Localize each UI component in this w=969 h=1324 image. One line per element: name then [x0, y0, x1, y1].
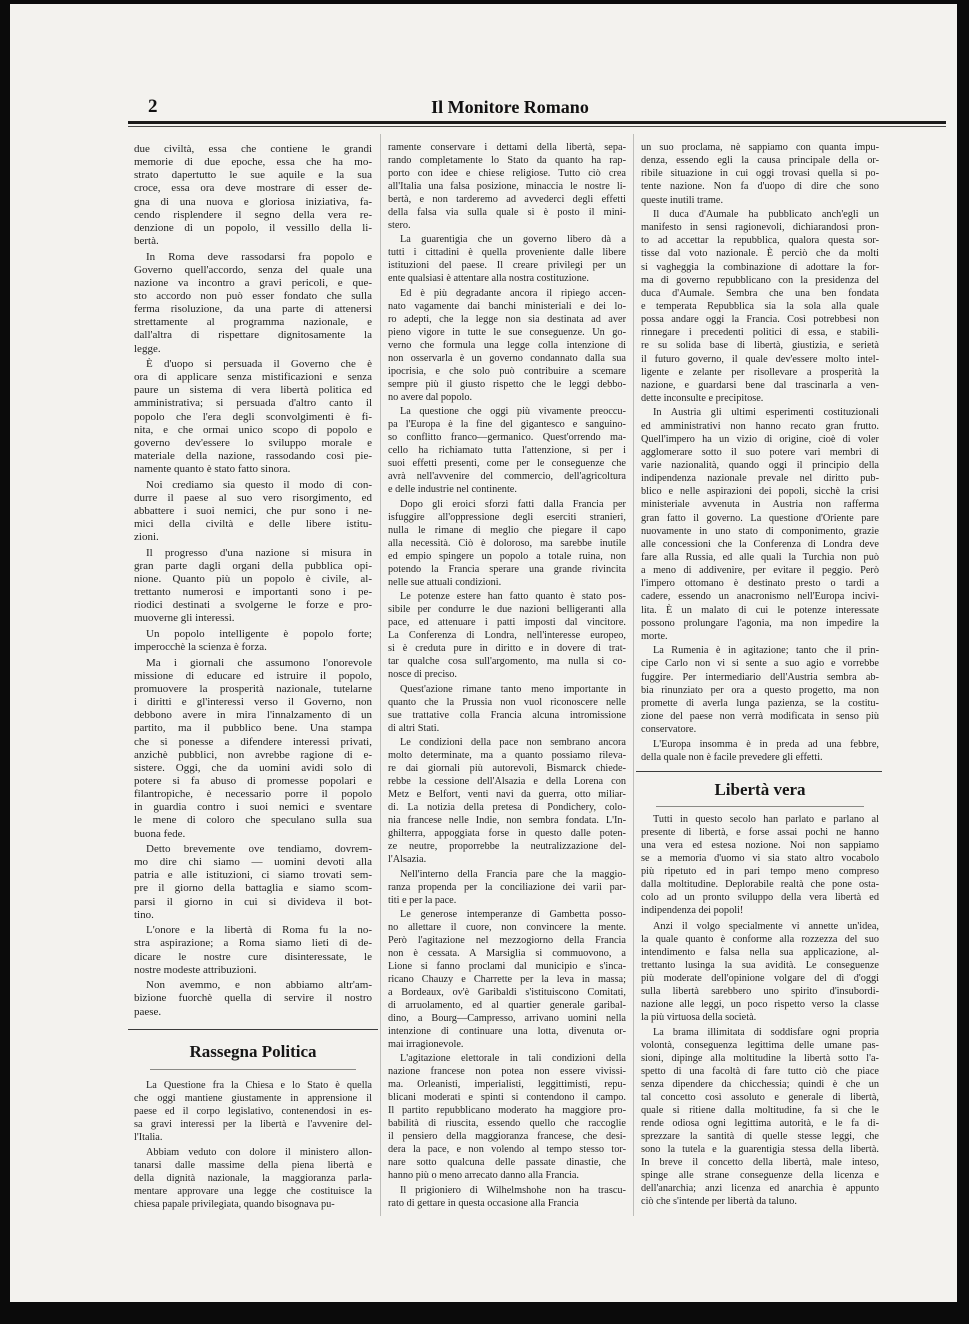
text-line: sprezzare la santità di quelle stesse leggi, che: [641, 1131, 879, 1142]
text-line: ente qualsiasi è attentare alla nostra costituzione.: [388, 273, 589, 285]
text-line: promuovere la prosperità nazionale, tutelarne: [134, 682, 372, 695]
text-line: Le generose intemperanze di Gambetta posso-: [400, 908, 626, 920]
column-divider: [633, 134, 634, 1216]
text-line: tente nazione. Non fa d'uopo di dire che sono: [641, 181, 879, 193]
newspaper-title: Il Monitore Romano: [431, 97, 589, 117]
text-line: di. La notizia della pretesa di Pondichery, colo-: [388, 802, 626, 814]
text-line: più ripetuto ed in pari tempo meno compreso: [641, 866, 879, 877]
text-line: Noi crediamo sia questo il modo di con-: [146, 478, 372, 491]
paragraph: [388, 405, 626, 496]
text-line: nita, e che ormai unico scopo di popolo e: [134, 423, 372, 436]
text-line: cadere, essendo un anacronismo nell'Europa incivi-: [641, 591, 879, 603]
text-line: lita. È un malato di cui le potenze interessate: [641, 604, 879, 616]
paragraph: [134, 547, 372, 626]
text-line: nostre modeste attribuzioni.: [134, 963, 257, 976]
text-line: ricano Chauzy e Charrette per la leva in massa;: [388, 973, 626, 985]
text-line: Dopo gli eroici sforzi fatti dalla Francia per: [400, 498, 626, 510]
text-line: l'Alsazia.: [388, 854, 427, 866]
text-line: re su solida base di libertà, giustizia, e serietà: [641, 340, 879, 352]
text-line: ministeriale avvenuta in Austria non rafferma: [641, 499, 879, 511]
text-line: il futuro governo, il quale dev'essere molto intel-: [641, 353, 879, 365]
text-line: a meno di addivenire, per evitare il peggio. Però: [641, 565, 879, 577]
paragraph: [641, 406, 879, 643]
paragraph: [388, 868, 626, 907]
text-line: paese.: [134, 1005, 162, 1018]
paragraph: [641, 644, 879, 736]
text-line: so conflitto franco—germanico. Quest'orrendo ma-: [388, 432, 626, 444]
text-line: In breve il concetto della libertà, male inteso,: [641, 1157, 879, 1168]
text-line: dette inconsulte e precipitose.: [641, 392, 764, 404]
paragraph: [134, 358, 372, 476]
text-line: Detto brevemente ove tendiamo, dovrem-: [146, 843, 372, 856]
text-line: denzione di un popolo, il vessillo della li-: [134, 221, 372, 234]
liberta-vera-text: [641, 813, 879, 1208]
text-line: si vagheggia la combinazione di adottare la for-: [641, 261, 879, 273]
text-line: mo dire chi siamo — uomini devoti alla: [134, 856, 372, 869]
text-line: Anzi il volgo specialmente vi annette un'idea,: [653, 920, 879, 932]
text-line: presente di libertà, e forse assai pochi ne hanno: [641, 827, 879, 838]
paragraph: [388, 736, 626, 866]
text-line: Quell'impero ha un vizio di origine, cioè di voler: [641, 433, 879, 445]
text-line: verno che formula una legge colla intenzione di: [388, 339, 626, 351]
text-line: partito, ma il pubblico bene. Una stampa: [134, 722, 372, 735]
text-line: imperocchè la scienza è forza.: [134, 641, 267, 654]
text-line: muoverne gli interessi.: [134, 612, 235, 625]
text-line: bertà.: [134, 234, 159, 247]
text-line: se a memoria d'uomo vi sia stato altro vocabolo: [641, 853, 879, 864]
text-line: to ad accettar la repubblica, qualora questa sor-: [641, 235, 879, 247]
text-line: volontà, conseguenza legittima delle umane pas-: [641, 1040, 879, 1051]
text-line: della falsa via sulla quale si è posto il mini-: [388, 207, 626, 218]
text-line: avrà nell'avvenire del commercio, dell'agricoltura: [388, 471, 626, 483]
paragraph: [641, 141, 879, 207]
paragraph: [134, 1079, 372, 1144]
text-line: cello ha richiamato tutta l'attenzione, sì per i: [388, 445, 626, 457]
paragraph: [641, 738, 879, 764]
text-line: isfuggire all'oppressione degli eserciti stranieri,: [388, 511, 626, 523]
text-line: paese ed il corpo legislativo, contenendosi in es-: [134, 1106, 372, 1117]
text-line: ciò che s'intende per libertà da taluno.: [641, 1196, 797, 1207]
paragraph: [134, 924, 372, 977]
text-line: all'Italia una falsa posizione, minaccia le nostre li-: [388, 181, 626, 192]
text-line: Non avemmo, e non abbiamo altr'am-: [146, 979, 372, 992]
paragraph: [134, 979, 372, 1018]
paragraph: [388, 683, 626, 735]
text-line: Lione si fanno proclami dal municipio e s'inca-: [388, 960, 626, 972]
text-line: ro adepti, che la legge non sia destinata ad aver: [388, 313, 626, 325]
text-line: Metz e Belfort, venti navi da guerra, otto miliar-: [388, 789, 626, 801]
text-line: intenzione di continuare una lotta, divenuta or-: [388, 1025, 626, 1037]
text-line: sulla libertà sarebbero uno spirito d'insubordi-: [641, 985, 879, 997]
text-line: colo ad un pronto sviluppo della vera libertà ed: [641, 892, 879, 903]
text-line: ze neutre, proporrebbe la neutralizzazione del-: [388, 841, 626, 853]
text-line: La Conferenza di Londra, nell'interesse europeo,: [388, 630, 626, 642]
text-line: patria e alle istituzioni, ci siamo trovati sem-: [134, 869, 372, 882]
paragraph: [388, 233, 626, 285]
text-line: Tutti in questo secolo han parlato e parlano al: [653, 814, 879, 825]
text-line: zione del paese non verrà modificata in senso più: [641, 710, 879, 722]
text-line: trettanto lusinga la sua avidità. Le conseguenze: [641, 959, 879, 971]
text-line: Le potenze estere han fatto quanto è stato pos-: [400, 591, 626, 603]
text-line: indipendenza nazionale prevale nel diritto pub-: [641, 473, 879, 485]
text-line: Però l'agitazione nel mezzogiorno della Francia: [388, 934, 626, 946]
text-line: È d'uopo si persuada il Governo che è: [146, 358, 372, 371]
text-line: memorie di due epoche, essa che ha mo-: [134, 156, 372, 169]
text-line: suoi effetti presenti, come per le conseguenze che: [388, 458, 626, 470]
text-line: governo dev'essere lo sviluppo morale e: [134, 436, 372, 449]
section-heading-rassegna-politica: Rassegna Politica: [189, 1042, 317, 1061]
column-2-text: [388, 141, 626, 1210]
text-line: sono la tutela e la guarentigia stessa della libertà.: [641, 1144, 879, 1155]
text-line: Le condizioni della pace non sembrano ancora: [400, 737, 626, 749]
text-line: gran fatto il governo. La questione d'Oriente pare: [641, 512, 879, 524]
text-line: conservatore.: [641, 724, 697, 736]
text-line: sto accordo non può esser fondato che sulla: [134, 289, 372, 302]
text-line: la quale quanto è conforme alla rozzezza del suo: [641, 933, 879, 945]
text-line: intendimento e falsa nella sua applicazione, al-: [641, 946, 879, 958]
text-line: abbattere i suoi nemici, che pur sono i ne-: [134, 504, 372, 517]
text-line: agglomerare sotto il suo potere vari membri di: [641, 446, 879, 458]
text-line: varie nazionalità, quando oggi il principio della: [641, 459, 879, 471]
header-rule-thin: [128, 126, 946, 127]
paragraph: [388, 287, 626, 404]
text-line: ranza propenda per la conciliazione dei varii par-: [388, 881, 626, 893]
text-line: popolo che l'era degli sconvolgimenti è fi-: [134, 410, 372, 423]
text-line: della dignità nazionale, la maggioranza parla-: [134, 1173, 372, 1184]
text-line: croce, essa ora deve mostrare di esser de-: [134, 182, 372, 195]
text-line: e temperata Repubblica sia la sola alla quale: [641, 300, 879, 312]
text-line: nia francese nelle Indie, non sembra fondata. L'In-: [388, 815, 626, 827]
text-line: L'agitazione elettorale in tali condizioni della: [400, 1053, 626, 1065]
text-line: debbono avere in mira l'innalzamento di un: [134, 709, 372, 722]
text-line: dalla moltitudine. Deplorabile realtà che pone osta-: [641, 879, 879, 890]
text-line: Quest'azione rimane tanto meno importante in: [400, 683, 626, 695]
text-line: durre il paese al suo vero risorgimento, ed: [134, 491, 372, 504]
text-line: spinge alle strane conseguenze della licenza e: [641, 1170, 879, 1181]
section-rule: [128, 1029, 378, 1030]
paragraph: [388, 590, 626, 681]
text-line: Governo quell'accordo, senza del quale una: [134, 263, 372, 276]
text-line: il pensiero della maggioranza francese, che desi-: [388, 1131, 626, 1143]
text-line: Ed è più degradante ancora il ripiego accen-: [400, 287, 626, 299]
text-line: pieno vigore in tutte le sue conseguenze. Un go-: [388, 326, 626, 338]
text-line: ribile situazione in cui oggi trovasi quella si po-: [641, 168, 879, 180]
text-line: nosce di preciso.: [388, 669, 457, 681]
text-line: rebbe la cessione dell'Alsazia e della Lorena con: [388, 776, 626, 788]
text-line: nulla le rimane di meglio che piegare il capo: [388, 524, 626, 536]
text-line: la più virtuosa della società.: [641, 1011, 757, 1023]
text-line: legge.: [134, 342, 161, 355]
text-line: che si ponesse a difendere interessi privati,: [134, 735, 372, 748]
text-line: tutti i cittadini è quella proveniente dalle libere: [388, 247, 626, 259]
text-line: mentare approvare una legge che costituisce la: [134, 1186, 372, 1197]
text-line: quanto che la Prussia non vuol riconoscere nelle: [388, 696, 626, 708]
text-line: dera la pace, e non volendo al tempo stesso tor-: [388, 1144, 626, 1156]
text-line: hanno più o meno arrecato danno alla Francia.: [388, 1170, 579, 1182]
text-line: morte.: [641, 630, 668, 642]
text-line: quale si ritiene dalla moltitudine, fa sì che le: [641, 1105, 879, 1116]
text-line: La Rumenia è in agitazione; tanto che il prin-: [653, 645, 879, 657]
text-line: namente quanto è stato fatto sinora.: [134, 463, 291, 476]
paragraph: [641, 208, 879, 405]
paragraph: [134, 843, 372, 922]
text-line: bia rinunziato per ora a questo progetto, ma non: [641, 684, 879, 696]
text-line: missione di educare ed istruire il popolo,: [134, 669, 372, 682]
section-rule: [636, 771, 882, 772]
text-line: istituzioni del paese. Il creare privilegi per un: [388, 260, 626, 272]
paragraph: [134, 628, 372, 654]
text-line: ma di governo repubblicano con la presidenza del: [641, 274, 879, 286]
text-line: queste inutili trame.: [641, 194, 724, 206]
text-line: parsi il giorno in cui si divideva il bot-: [134, 895, 372, 908]
column-divider: [380, 134, 381, 1216]
text-line: La guarentigia che un governo libero dà a: [400, 234, 626, 246]
text-line: fuggire. Per intermediario dell'Austria sembra ab-: [641, 671, 879, 683]
text-line: ipocrisia, e che solo può contribuire a scemare: [388, 365, 626, 377]
text-line: re dai giornali più autorevoli, Bismarck chiede-: [388, 763, 626, 775]
text-line: In Roma deve rassodarsi fra popolo e: [146, 250, 372, 263]
text-line: di altri Stati.: [388, 722, 440, 734]
text-line: tisse dal voto nazionale. È perciò che da molti: [641, 248, 879, 260]
paragraph: [388, 141, 626, 232]
text-line: nazione alle leggi, un poco rispetto verso la classe: [641, 998, 879, 1010]
text-line: strettamente al programma nazionale, e: [134, 316, 372, 329]
text-line: pa l'Europa è la fine del gigantesco e sanguino-: [388, 419, 626, 431]
text-line: fare alla Russia, ed alle quali la Turchia non può: [641, 551, 879, 563]
text-line: di arruolamento, ed al quartier generale garibal-: [388, 999, 626, 1011]
text-line: buona fede.: [134, 827, 186, 840]
text-line: non è cessata. A Marsiglia si commuovono, a: [388, 947, 626, 959]
text-line: e delle industrie nel continente.: [388, 484, 517, 496]
rassegna-politica-text: [134, 1079, 372, 1211]
paragraph: [134, 251, 372, 356]
text-line: ed amministrativi non hanno recato gran frutto.: [641, 420, 879, 432]
text-line: pace, ed attenuare i patti imposti dal vincitore.: [388, 617, 626, 629]
text-line: rinnegare i precedenti politici di essa, e stabili-: [641, 327, 879, 339]
text-line: molto determinate, ma a quanto possiamo rileva-: [388, 750, 626, 762]
text-line: In Austria gli ultimi esperimenti costituzionali: [653, 407, 879, 419]
text-line: dicare le nostre cure disinteressate, le: [134, 950, 372, 963]
text-line: Il prigioniero di Wilhelmshohe non ha trascu-: [400, 1184, 626, 1196]
text-line: i diritti e gl'interessi verso il Governo, non: [134, 696, 372, 709]
text-line: più moderate dell'opinione volgare del dì d'oggi: [641, 972, 879, 984]
paragraph: [134, 143, 372, 248]
text-line: materiale della nazione, rassodando così pie-: [134, 450, 372, 463]
text-line: L'onore e la libertà di Roma fu la no-: [146, 924, 372, 937]
paragraph: [388, 498, 626, 589]
text-line: bizione fuorchè quella di servire il nostro: [134, 992, 372, 1005]
text-line: Ma i giornali che assumono l'onorevole: [146, 656, 372, 669]
paragraph: [388, 1052, 626, 1182]
text-line: sioni, dipinge alla moltitudine la libertà sotto l'a-: [641, 1053, 879, 1064]
text-line: possa andare oggi la Francia. Così potrebbesi non: [641, 314, 879, 326]
text-line: rende odiosa ogni legittima autorità, e le fa di-: [641, 1118, 879, 1129]
text-line: bertà, e non tarderemo ad avvederci degli effetti: [388, 194, 626, 205]
text-line: babilità di riuscita, essendo quello che raccoglie: [388, 1118, 626, 1130]
text-line: nazione va incontro a gravi pericoli, e que-: [134, 276, 372, 289]
text-line: tar qualche cosa sull'argomento, ma nulla si co-: [388, 656, 626, 668]
text-line: tal concetto così assoluto e generale di libertà,: [641, 1092, 879, 1103]
text-line: una vera ed estesa nozione. Noi non sappiamo: [641, 840, 879, 851]
text-line: sue trattative colla Francia alcuna intromissione: [388, 709, 626, 721]
paragraph: [388, 1184, 626, 1210]
paragraph: [388, 908, 626, 1051]
column-3-text: [641, 141, 879, 764]
text-line: stero.: [388, 220, 411, 231]
text-line: trettanto numerosi e importanti sono i pe-: [134, 586, 372, 599]
text-line: L'Europa insomma è in preda ad una febbre,: [653, 738, 879, 750]
text-line: filantropiche, è necessario porre il popolo: [134, 788, 372, 801]
text-line: pre il giorno della battaglia e siamo scom-: [134, 882, 372, 895]
text-line: porto con idee e chiese religiose. Tutto ciò crea: [388, 168, 626, 179]
text-line: cipe Carlo non vi si sente a suo agio e vorrebbe: [641, 658, 879, 670]
text-line: manifesto in sensi ragionevoli, dichiarandosi pron-: [641, 222, 879, 234]
text-line: sempre più il giusto rispetto che le leggi debbo-: [388, 378, 626, 390]
text-line: ferma risoluzione, da una parte di attenersi: [134, 303, 372, 316]
paragraph: [134, 1146, 372, 1211]
text-line: della quale non è facile prevedere gli effetti.: [641, 751, 823, 763]
header-rule: [128, 121, 946, 124]
text-line: duca d'Aumale. Sembra che una ben fondata: [641, 287, 879, 299]
text-line: Il partito repubblicano moderato ha maggiore pro-: [388, 1105, 626, 1117]
text-line: blico e nelle aspirazioni dei popoli, sicchè la crisi: [641, 486, 879, 498]
text-line: ligente e zelante per risollevare a prosperità la: [641, 366, 879, 378]
text-line: in guardia contro i suoi nemici e sventare: [134, 801, 372, 814]
section-rule: [150, 1069, 356, 1070]
text-line: titi e per la pace.: [388, 894, 457, 906]
text-line: La Questione fra la Chiesa e lo Stato è quella: [146, 1080, 372, 1091]
text-line: dino, a Bourg—Campresso, arrivano uomini nella: [388, 1012, 626, 1024]
text-line: cendo risplendere il segno della vera re-: [134, 208, 372, 221]
text-line: anzichè pubblici, non avrebbe ragione di e-: [134, 748, 372, 761]
text-line: un suo proclama, nè sappiamo con quanta impu-: [641, 142, 879, 153]
text-line: dell'anarchia; anzi licenza ed anarchia è appunto: [641, 1183, 879, 1194]
text-line: nazione, e guardarsi bene dal trascinarla a ven-: [641, 379, 879, 391]
paragraph: [641, 813, 879, 917]
text-line: l'impero ottomano è destinato presto o tardi a: [641, 578, 879, 590]
paragraph: [134, 657, 372, 841]
text-line: denza, essendo egli la causa principale della or-: [641, 155, 879, 167]
text-line: gran parte dagli organi della pubblica opi-: [134, 559, 372, 572]
text-line: due civiltà, essa che contiene le grandi: [134, 143, 372, 155]
text-line: ghilterra, appoggiata forse in questo dalle poten-: [388, 828, 626, 840]
text-line: ed empio spingere un popolo a totale ruina, non: [388, 550, 626, 562]
text-line: La brama illimitata di soddisfare ogni propria: [653, 1027, 879, 1038]
text-line: La questione che oggi più vivamente preoccu-: [400, 406, 626, 418]
text-line: possono prolungare l'agonia, ma non impedire la: [641, 617, 879, 629]
text-line: indipendenza dei popoli!: [641, 905, 744, 916]
text-line: rato di gettare in questa occasione alla Francia: [388, 1197, 579, 1209]
paragraph: [134, 479, 372, 545]
text-line: amministrativa; si persuada d'altro canto il: [134, 397, 372, 410]
page-number: 2: [148, 96, 158, 117]
text-line: Abbiam veduto con dolore il ministero allon-: [146, 1147, 372, 1158]
text-line: a Bordeaux, ov'è Garibaldi s'istituiscono Comitati,: [388, 986, 626, 998]
text-line: nuovamente in uno stato di componimento, grazie: [641, 525, 879, 537]
text-line: sa gravi interessi per la libertà e l'avvenire del-: [134, 1119, 372, 1130]
text-line: nare sotto qualcuna delle passate dinastie, che: [388, 1157, 626, 1169]
section-rule: [656, 806, 864, 807]
column-1-text: [134, 143, 372, 1019]
text-line: strato dapertutto le sue aquile e la sua: [134, 169, 372, 182]
text-line: riodici destinati a svolgerne le forze e pro-: [134, 599, 372, 612]
text-line: tino.: [134, 908, 154, 921]
text-line: no allettare il cuore, non convincere la mente.: [388, 921, 626, 933]
text-line: nione. Quanto più un popolo è civile, al-: [134, 573, 372, 586]
text-line: ora di applicare senza mistificazioni e senza: [134, 371, 372, 384]
text-line: zioni.: [134, 531, 159, 544]
text-line: sistere. Oggi, che da uomini avidi solo di: [134, 761, 372, 774]
text-line: dall'altra di rispettare dignitosamente la: [134, 329, 372, 342]
text-line: blicani moderati e spinti si contendono il campo.: [388, 1092, 626, 1104]
text-line: mici della civiltà e delle libere istitu-: [134, 518, 372, 531]
text-line: sibile per condurre le due nazioni belligeranti alla: [388, 604, 626, 616]
text-line: promette di averla lunga pazienza, se la costitu-: [641, 697, 879, 709]
text-line: tanarsi dalle massime della piena libertà e: [134, 1160, 372, 1171]
text-line: le mene di coloro che speculano sulla sua: [134, 814, 372, 827]
text-line: Il duca d'Aumale ha pubblicato anch'egli un: [653, 209, 879, 220]
text-line: che oggi mantiene giustamente in apprensione il: [134, 1093, 372, 1104]
text-line: potere si fa abuso di promesse popolari e: [134, 774, 372, 787]
text-line: alla necessità. Ciò è doloroso, ma sarebbe inutile: [388, 537, 626, 549]
text-line: potendo la Francia sperare una grande rivincita: [388, 563, 626, 575]
text-line: l'Italia.: [134, 1132, 163, 1143]
text-line: mai irragionevole.: [388, 1038, 464, 1050]
text-line: paure un sistema di vera libertà politica ed: [134, 384, 372, 397]
text-line: alle concessioni che la Conferenza di Londra deve: [641, 538, 879, 550]
text-line: Nell'interno della Francia pare che la maggio-: [400, 868, 626, 880]
text-line: Il progresso d'una nazione si misura in: [146, 546, 372, 559]
text-line: si è creduta pure in diritto e in dovere di trat-: [388, 643, 626, 655]
text-line: rando completamente lo Stato da quanto ha rap-: [388, 155, 626, 166]
text-line: nelle sue attuali condizioni.: [388, 576, 502, 588]
paragraph: [641, 1026, 879, 1208]
section-heading-liberta-vera: Libertà vera: [714, 780, 806, 799]
paragraph: [641, 920, 879, 1024]
text-line: chiesa papale privilegiata, quando bisognava pu-: [134, 1199, 335, 1210]
text-line: nazione francese non potea non essere vivissi-: [388, 1066, 626, 1078]
text-line: ma. Orleanisti, imperialisti, leggittimisti, repu-: [388, 1079, 626, 1091]
text-line: Un popolo intelligente è popolo forte;: [146, 628, 372, 641]
text-line: spetto di una facoltà di fare tutto ciò che piace: [641, 1066, 879, 1077]
text-line: ramente conservare i dettami della libertà, sepa-: [388, 142, 626, 153]
text-line: non osservarla è un governo condannato dalla sua: [388, 352, 626, 364]
text-line: nato vagamente dai banchi ministeriali e dei lo-: [388, 300, 626, 312]
text-line: no avere dal popolo.: [388, 391, 473, 403]
text-line: stra aspirazione; a Roma siamo lieti di de-: [134, 937, 372, 950]
text-line: gna di una nuova e gloriosa iniziativa, fa-: [134, 195, 372, 208]
text-line: senza dipendere da chicchessia; quindi è che un: [641, 1079, 879, 1090]
